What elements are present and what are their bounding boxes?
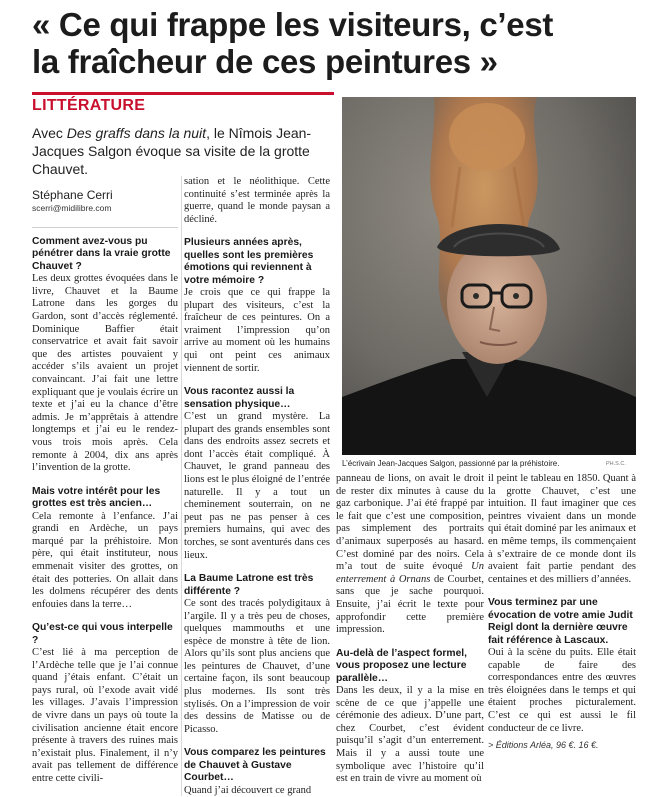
photo-caption: L’écrivain Jean-Jacques Salgon, passionné par la préhistoire. [342,459,560,468]
answer: Oui à la scène du puits. Elle était capable de faire des correspondances entre des œuvres très éloignées dans le temps et qui étaient proches picturalement. C’est ce qui est aussi le fil conducteur de ce livre. [488,646,636,734]
question: Au-delà de l’aspect formel, vous proposez une lecture parallèle… [336,647,468,684]
answer: C’est un grand mystère. La plupart des grands ensembles sont dans des endroits assez secrets et dont l’accès était compliqué. À Chauvet, le grand panneau des lions est le plus éloigné de l’entrée naturelle. Il y a tout un cheminement souterrain, on ne peut pas ne pas penser à ces premiers humains, qui avec des torches, se sont aventurés dans ces lieux. [184,410,330,561]
question: Vous racontez aussi la sensation physique… [184,386,295,410]
byline-divider [32,227,178,228]
painting-title: Un enterrement à Ornans [336,561,484,585]
answer-part: de Courbet, sans que je sache pourquoi. Ensuite, j’ai écrit le texte pour approfondir cette première impression. [336,573,484,636]
article-column-4 [488,473,636,797]
article-column-1 [32,236,178,797]
standfirst-before: Avec [32,125,67,141]
answer: Les deux grottes évoquées dans le livre, Chauvet et la Baume Latrone dans les gorges du Gardon, sont d’accès réglementé. Dominique Baffier était conservatrice et avait fait savoir que des artistes pouvaient y accéder s’ils avaient un projet convaincant. J’ai fait une lettre expliquant que je voulais écrire un texte et j’ai eu la chance d’être admis. Je m’apprêtais à attendre longtemps et j’ai eu le rendez-vous trois mois après. Cela remonte à 2004, dix ans après l’invention de la grotte. [32,273,178,474]
answer: C’est lié à ma perception de l’Ardèche telle que je l’ai connue quand j’étais enfant. C’était un pays rural, où l’exode avait vidé les villages. J’avais l’impression de vivre dans un pays où toute la civilisation ancienne était encore présente à travers des ruines mais n’existait plus. Finalement, il n’y avait pas tellement de différence entre cette civili- [32,647,178,785]
question: Plusieurs années après, quelles sont les premières émotions qui reviennent à votre mémoire ? [184,237,314,286]
author-photo [342,97,636,455]
standfirst-after: , le Nîmois Jean-Jacques Salgon évoque sa visite de la grotte Chauvet. [32,125,312,177]
book-title: Des graffs dans la nuit [66,125,207,141]
answer [336,473,484,637]
question: La Baume Latrone est très différente ? [184,573,314,597]
headline [32,6,632,80]
column-divider [181,176,182,796]
book-price: > Éditions Arléa, 96 €. 16 €. [488,740,599,751]
rubric-bar [32,92,334,95]
byline-author: Stéphane Cerri [32,188,113,202]
answer: Cela remonte à l’enfance. J’ai grandi en Ardèche, un pays marqué par la préhistoire. Mon père, qui était instituteur, nous emmenait visiter des grottes, on était des potteries. On allait dans les dolmens récupérer des dents enfouies dans la terre… [32,510,178,610]
photo-illustration [342,97,636,455]
question: Comment avez-vous pu pénétrer dans la vraie grotte Chauvet ? [32,236,171,272]
standfirst [32,124,332,178]
answer: Quand j’ai découvert ce grand [184,784,312,796]
question: Qu’est-ce qui vous interpelle ? [32,622,173,646]
question: Vous comparez les peintures de Chauvet à Gustave Courbet… [184,747,326,784]
answer: Ce sont des tracés polydigitaux à l’argile. Il y a très peu de choses, quelques mammouths et une espèce de monstre à tête de lion. Alors qu’ils sont plus anciens que les peintures de Chauvet, d’une certaine façon, ils sont beaucoup plus modernes. Ils sont très stylisés. On a l’impression de voir des dessins de Matisse ou de Picasso. [184,597,330,735]
article-column-2 [184,176,330,797]
headline-line-2: la fraîcheur de ces peintures » [32,43,498,80]
headline-line-1: « Ce qui frappe les visiteurs, c’est [32,6,554,43]
answer: il peint le tableau en 1850. Quant à la grotte Chauvet, c’est une intuition. Il faut imaginer que ces peintres vivaient dans un monde qui était dominé par les animaux et en même temps, ils commençaient à s’extraire de ce monde dont ils avaient fait partie pendant des centaines et des milliers d’années. [488,473,636,585]
answer-part: panneau de lions, on avait le droit de rester dix minutes à cause du gaz carbonique. J’ai été frappé par le fait que c’est une composition, pas simplement des portraits d’animaux superposés au hasard. C’est dominé par des noirs. Cela m’a tout de suite évoqué [336,473,484,573]
article-column-3 [336,473,484,797]
question: Mais votre intérêt pour les grottes est très ancien… [32,485,161,510]
section-rubric: LITTÉRATURE [32,97,146,114]
photo-credit: PH.S.C. [606,461,626,467]
answer: Dans les deux, il y a la mise en scène de ce que j’appelle une cérémonie des adieux. D’une part, chez Courbet, c’est évident puisqu’il s’agit d’un enterrement. Mais il y a aussi toute une symbolique avec l’histoire qu’il est en train de vivre au moment où [336,684,484,785]
answer: Je crois que ce qui frappe la plupart des visiteurs, c’est la fraîcheur de ces peintures. On a vraiment l’impression qu’on arrive au moment où les humains qui ont peint ces animaux viennent de sortir. [184,287,330,374]
answer: sation et le néolithique. Cette continuité s’est terminée après la guerre, quand le monde paysan a décliné. [184,176,330,225]
byline-email[interactable]: scerri@midilibre.com [32,203,112,213]
question: Vous terminez par une évocation de votre amie Judit Reigl dont la dernière œuvre fait référence à Lascaux. [488,597,633,646]
